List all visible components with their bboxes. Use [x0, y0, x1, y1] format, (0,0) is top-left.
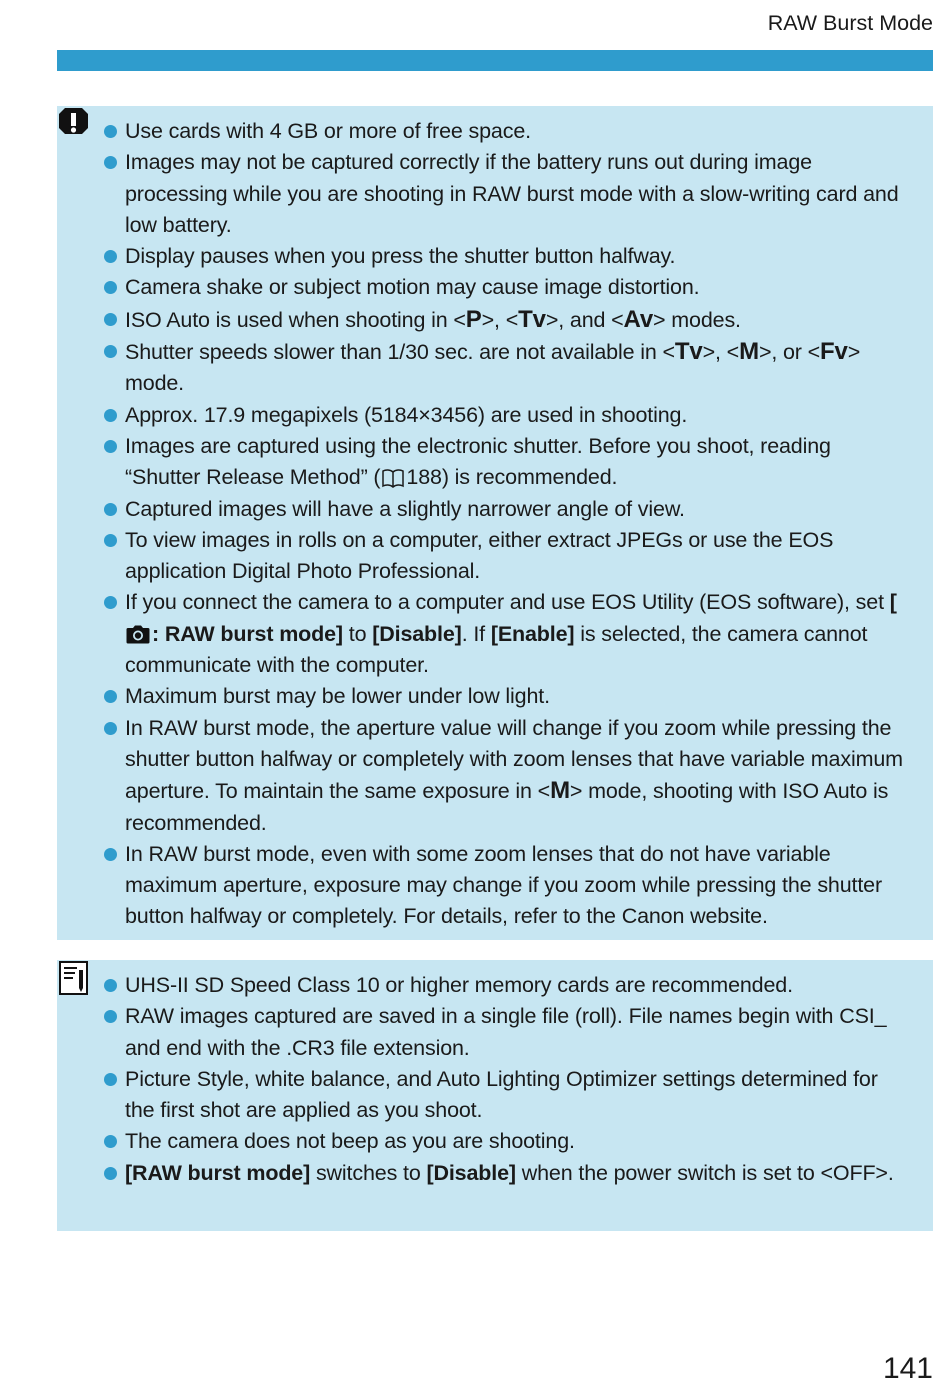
caution-icon [57, 106, 90, 142]
list-item: Use cards with 4 GB or more of free space. [125, 116, 911, 147]
list-item: Picture Style, white balance, and Auto Lighting Optimizer settings determined for the first shot are applied as you shoot. [125, 1064, 911, 1127]
memo-icon [57, 960, 90, 996]
list-item: RAW images captured are saved in a single file (roll). File names begin with CSI_ and end with the .CR3 file extension. [125, 1001, 911, 1064]
mode-av-symbol: Av [623, 305, 654, 333]
page-header-title: RAW Burst Mode [767, 11, 933, 35]
list-item: Camera shake or subject motion may cause image distortion. [125, 272, 911, 303]
camera-icon [126, 625, 150, 644]
page-number: 141 [882, 1352, 933, 1385]
header-rule [57, 50, 933, 71]
list-item: Shutter speeds slower than 1/30 sec. are not available in <Tv>, <M>, or <Fv> mode. [125, 336, 911, 400]
list-item: UHS-II SD Speed Class 10 or higher memory cards are recommended. [125, 970, 911, 1001]
list-item: [RAW burst mode] switches to [Disable] when the power switch is set to <OFF>. [125, 1158, 911, 1189]
list-item: If you connect the camera to a computer and use EOS Utility (EOS software), set [: RAW burst mode] to [Disable]. If [Enable] is selected, the camera cannot communicate with the computer. [125, 587, 911, 681]
list-item: ISO Auto is used when shooting in <P>, <Tv>, and <Av> modes. [125, 304, 911, 336]
list-item: Images may not be captured correctly if the battery runs out during image processing while you are shooting in RAW burst mode with a slow-writing card and low battery. [125, 147, 911, 241]
mode-p-symbol: P [465, 305, 482, 333]
book-icon [381, 468, 405, 488]
list-item: In RAW burst mode, the aperture value will change if you zoom while pressing the shutter button halfway or completely with zoom lenses that have variable maximum aperture. To maintain the same exposure in <M> mode, shooting with ISO Auto is recommended. [125, 713, 911, 839]
caution-list [125, 116, 911, 933]
caution-box [57, 106, 933, 940]
mode-m-symbol: M [739, 338, 759, 366]
mode-fv-symbol: Fv [820, 338, 848, 366]
list-item: Display pauses when you press the shutter button halfway. [125, 241, 911, 272]
list-item: To view images in rolls on a computer, either extract JPEGs or use the EOS application Digital Photo Professional. [125, 525, 911, 588]
mode-m-symbol: M [550, 777, 570, 805]
note-list [125, 970, 911, 1189]
note-box [57, 960, 933, 1231]
list-item: Maximum burst may be lower under low light. [125, 681, 911, 712]
mode-tv-symbol: Tv [518, 305, 546, 333]
mode-tv-symbol: Tv [674, 338, 703, 366]
list-item: The camera does not beep as you are shooting. [125, 1126, 911, 1157]
list-item: Approx. 17.9 megapixels (5184×3456) are used in shooting. [125, 400, 911, 431]
list-item: In RAW burst mode, even with some zoom lenses that do not have variable maximum aperture, exposure may change if you zoom while pressing the shutter button halfway or completely. For details, refer to the Canon website. [125, 839, 911, 933]
list-item: Captured images will have a slightly narrower angle of view. [125, 494, 911, 525]
list-item: Images are captured using the electronic shutter. Before you shoot, reading “Shutter Release Method” ( 188) is recommended. [125, 431, 911, 494]
page-reference: 188 [406, 465, 442, 490]
